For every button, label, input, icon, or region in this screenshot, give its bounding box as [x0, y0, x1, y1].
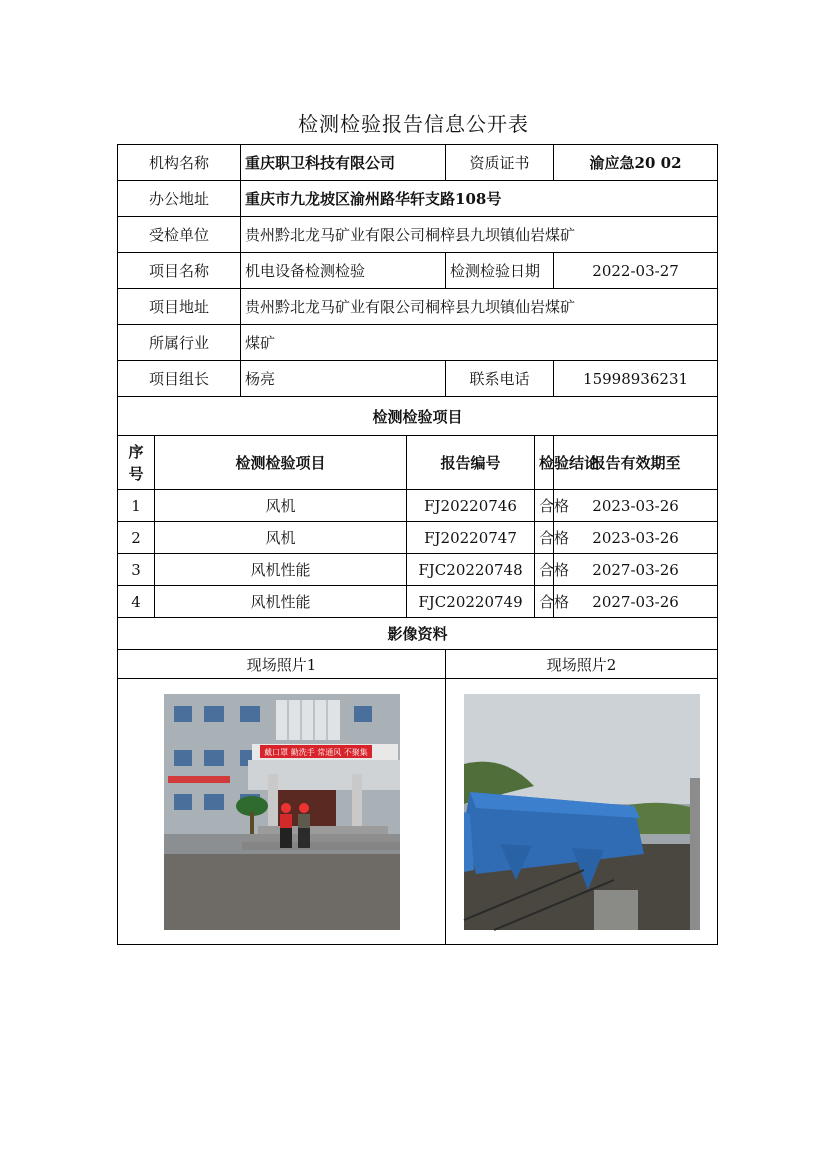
item-no: 3	[118, 554, 155, 586]
address-value: 重庆市九龙坡区渝州路华轩支路108号	[241, 181, 718, 217]
client-value: 贵州黔北龙马矿业有限公司桐梓县九坝镇仙岩煤矿	[241, 217, 718, 253]
item-report: FJC20220748	[407, 554, 535, 586]
org-row	[118, 145, 718, 181]
project-row	[118, 253, 718, 289]
project-value: 机电设备检测检验	[241, 253, 446, 289]
col-header-result: 检验结论	[535, 436, 554, 490]
item-valid: 2027-03-26	[554, 586, 718, 618]
leader-value: 杨亮	[241, 361, 446, 397]
site-photo-1	[164, 694, 400, 930]
industry-label: 所属行业	[118, 325, 241, 361]
item-valid: 2023-03-26	[554, 522, 718, 554]
phone-value: 15998936231	[554, 361, 718, 397]
item-report: FJ20220747	[407, 522, 535, 554]
item-result: 合格	[535, 490, 554, 522]
item-result: 合格	[535, 554, 554, 586]
site-row	[118, 289, 718, 325]
photo2-cell	[446, 679, 718, 945]
item-no: 2	[118, 522, 155, 554]
col-header-valid: 报告有效期至	[554, 436, 718, 490]
industry-row	[118, 325, 718, 361]
item-name: 风机	[155, 522, 407, 554]
photo1-cell	[118, 679, 446, 945]
banner-text: 戴口罩 勤洗手 常通风 不聚集	[263, 747, 368, 757]
item-valid: 2023-03-26	[554, 490, 718, 522]
table-row	[118, 554, 718, 586]
photo-row	[118, 679, 718, 945]
leader-label: 项目组长	[118, 361, 241, 397]
media-section-row	[118, 618, 718, 650]
items-header-row	[118, 436, 718, 490]
page-title: 检测检验报告信息公开表	[298, 112, 529, 136]
item-report: FJC20220749	[407, 586, 535, 618]
site-label: 项目地址	[118, 289, 241, 325]
item-no: 1	[118, 490, 155, 522]
item-no: 4	[118, 586, 155, 618]
table-row	[118, 522, 718, 554]
phone-label: 联系电话	[446, 361, 554, 397]
items-section-row	[118, 397, 718, 436]
site-photo-2	[464, 694, 700, 930]
address-row	[118, 181, 718, 217]
date-value: 2022-03-27	[554, 253, 718, 289]
item-result: 合格	[535, 586, 554, 618]
items-section-title: 检测检验项目	[118, 397, 718, 436]
item-valid: 2027-03-26	[554, 554, 718, 586]
industry-value: 煤矿	[241, 325, 718, 361]
site-value: 贵州黔北龙马矿业有限公司桐梓县九坝镇仙岩煤矿	[241, 289, 718, 325]
project-label: 项目名称	[118, 253, 241, 289]
table-row	[118, 490, 718, 522]
cert-label: 资质证书	[446, 145, 554, 181]
leader-row	[118, 361, 718, 397]
item-name: 风机性能	[155, 554, 407, 586]
org-value: 重庆职卫科技有限公司	[241, 145, 446, 181]
item-report: FJ20220746	[407, 490, 535, 522]
media-section-title: 影像资料	[118, 618, 718, 650]
photo2-label: 现场照片2	[446, 650, 718, 679]
col-header-report: 报告编号	[407, 436, 535, 490]
report-table	[117, 144, 718, 945]
photo-label-row	[118, 650, 718, 679]
item-result: 合格	[535, 522, 554, 554]
table-row	[118, 586, 718, 618]
client-label: 受检单位	[118, 217, 241, 253]
item-name: 风机性能	[155, 586, 407, 618]
org-label: 机构名称	[118, 145, 241, 181]
cert-value: 渝应急20 02	[554, 145, 718, 181]
col-header-no: 序号	[118, 436, 155, 490]
client-row	[118, 217, 718, 253]
date-label: 检测检验日期	[446, 253, 554, 289]
item-name: 风机	[155, 490, 407, 522]
photo1-label: 现场照片1	[118, 650, 446, 679]
col-header-item: 检测检验项目	[155, 436, 407, 490]
address-label: 办公地址	[118, 181, 241, 217]
